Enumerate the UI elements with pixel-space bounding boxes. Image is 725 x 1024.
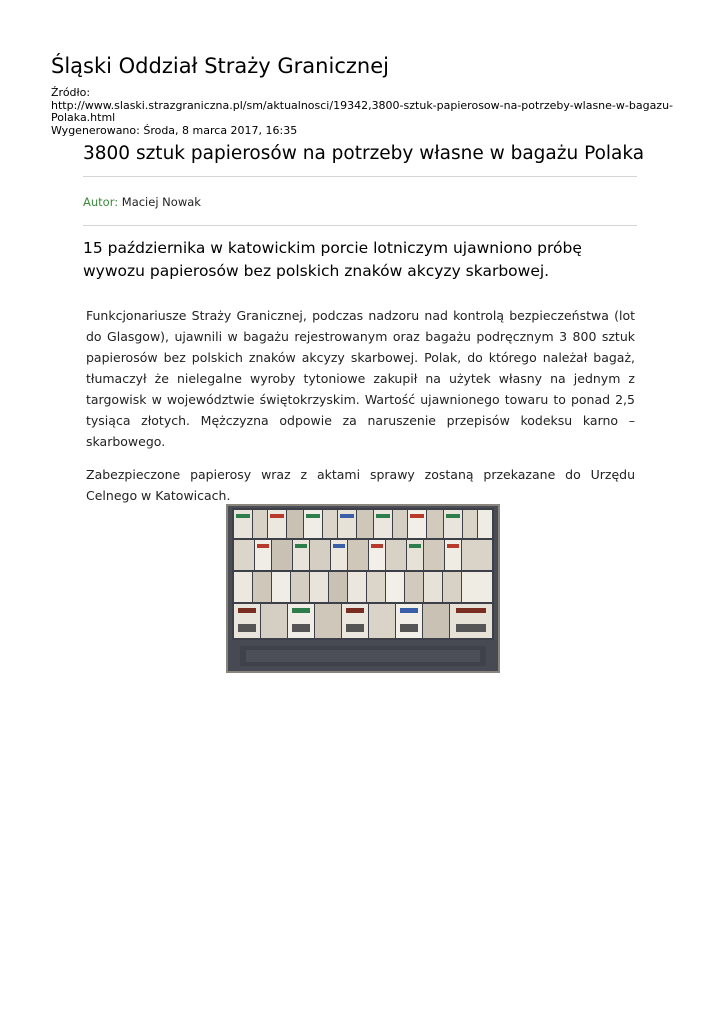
article-title: 3800 sztuk papierosów na potrzeby własne w bagażu Polaka xyxy=(83,143,645,164)
article-body xyxy=(86,305,635,518)
body-paragraph: Zabezpieczone papierosy wraz z aktami sprawy zostaną przekazane do Urzędu Celnego w Katowicach. xyxy=(86,467,635,503)
source-meta xyxy=(51,87,676,137)
divider xyxy=(83,176,637,177)
author-line xyxy=(83,194,201,210)
generated-date: Wygenerowano: Środa, 8 marca 2017, 16:35 xyxy=(51,123,298,137)
article-photo xyxy=(226,504,500,673)
site-title: Śląski Oddział Straży Granicznej xyxy=(51,54,389,78)
source-label: Źródło: xyxy=(51,86,91,99)
source-url[interactable]: http://www.slaski.strazgraniczna.pl/sm/aktualnosci/19342,3800-sztuk-papierosow-na-potrzeby-wlasne-w-bagazu-Polaka.html xyxy=(51,98,674,124)
article-lead: 15 października w katowickim porcie lotniczym ujawniono próbę wywozu papierosów bez polskich znaków akcyzy skarbowej. xyxy=(83,239,582,280)
body-paragraph: Funkcjonariusze Straży Granicznej, podczas nadzoru nad kontrolą bezpieczeństwa (lot do Glasgow), ujawnili w bagażu rejestrowanym oraz bagażu podręcznym 3 800 sztuk papierosów bez polskich znaków akcyzy skarbowej. Polak, do którego należał bagaż, tłumaczył że nielegalne wyroby tytoniowe zakupił na użytek własny na jednym z targowisk w województwie świętokrzyskim. Wartość ujawnionego towaru to ponad 2,5 tysiąca złotych. Mężczyzna odpowie za naruszenie przepisów kodeksu karno – skarbowego. xyxy=(86,308,635,449)
author-label: Autor: xyxy=(83,195,119,209)
divider xyxy=(83,225,637,226)
author-name: Maciej Nowak xyxy=(121,195,201,209)
